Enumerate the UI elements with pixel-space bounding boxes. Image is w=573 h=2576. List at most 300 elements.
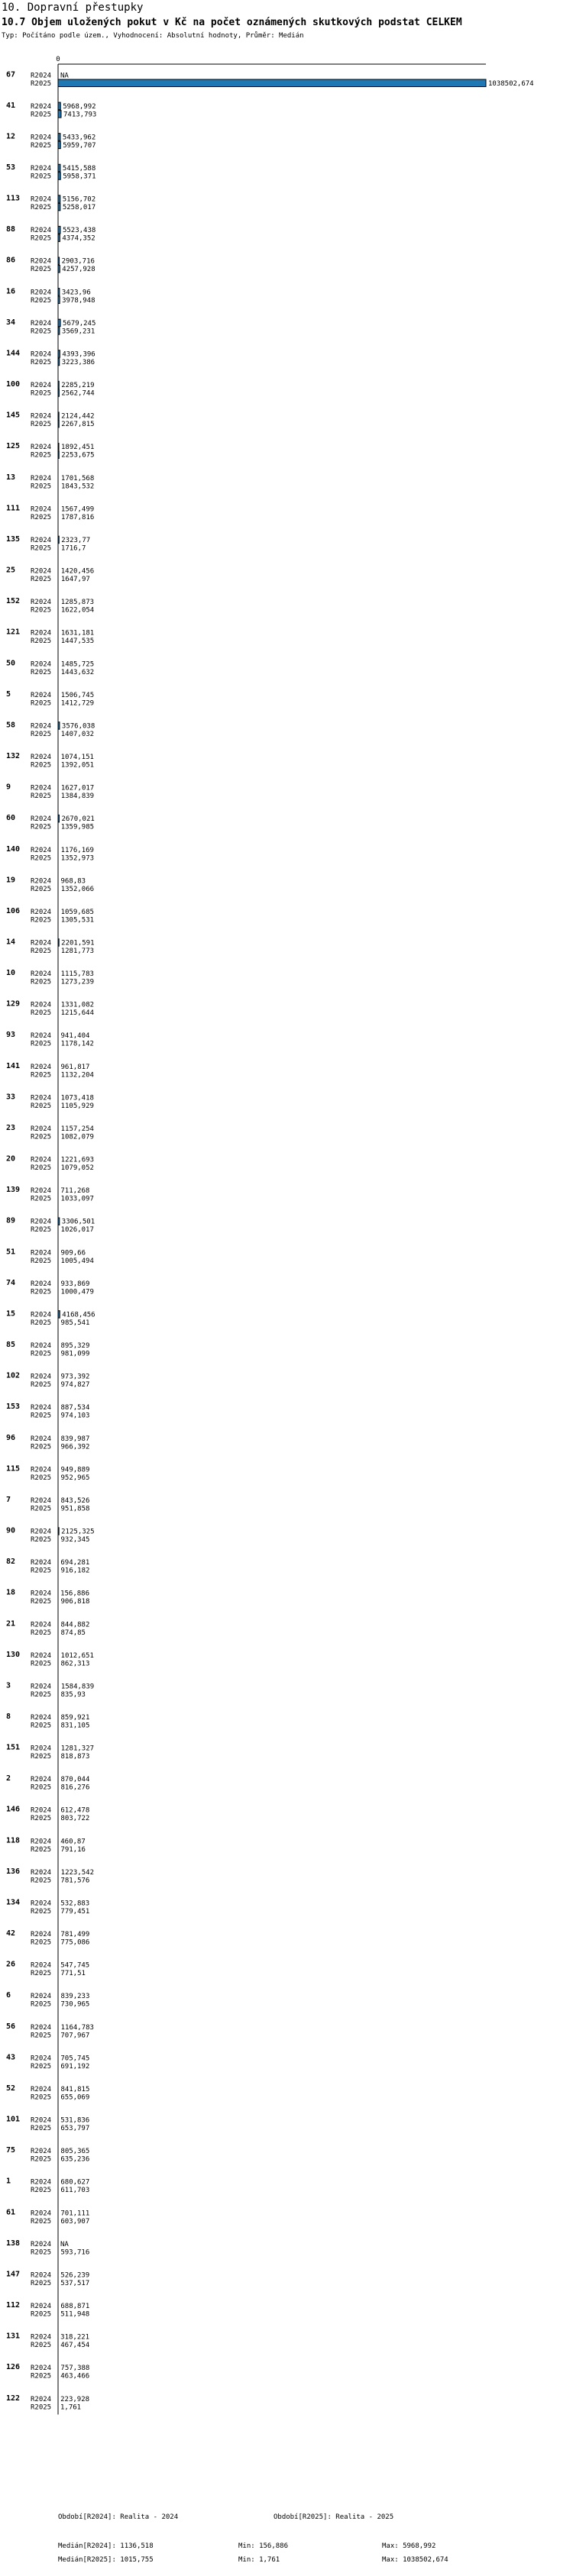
period-label-2025: R2025 <box>31 1040 52 1048</box>
value-label-2025: 3569,231 <box>61 328 96 336</box>
period-label-2024: R2024 <box>31 1590 52 1598</box>
period-label-2025: R2025 <box>31 978 52 986</box>
value-label-2024: 156,886 <box>60 1590 90 1598</box>
region-label: 132 <box>6 752 21 761</box>
value-label-2024: 5679,245 <box>63 319 96 328</box>
value-label-2024: 1331,082 <box>60 1001 95 1009</box>
period-label-2025: R2025 <box>31 1845 52 1854</box>
value-label-2025: 537,517 <box>60 2279 90 2287</box>
bar-2025 <box>58 328 60 335</box>
period-label-2025: R2025 <box>31 358 52 366</box>
value-label-2025: 730,965 <box>60 2000 90 2009</box>
period-label-2024: R2024 <box>31 1280 52 1288</box>
period-label-2024: R2024 <box>31 1776 52 1784</box>
value-label-2024: 1892,451 <box>61 444 95 452</box>
period-label-2024: R2024 <box>31 2116 52 2125</box>
value-label-2025: 611,703 <box>60 2187 90 2195</box>
value-label-2024: 532,883 <box>60 1900 90 1908</box>
value-label-2024: 2285,219 <box>61 382 95 390</box>
bar-2024 <box>58 195 60 203</box>
period-label-2025: R2025 <box>31 2372 52 2381</box>
value-label-2024: 1073,418 <box>60 1094 94 1102</box>
period-label-2025: R2025 <box>31 2093 52 2102</box>
region-label: 153 <box>6 1403 21 1412</box>
region-label: 25 <box>6 566 16 575</box>
bar-2024 <box>58 1311 60 1319</box>
period-label-2024: R2024 <box>31 970 52 979</box>
value-label-2024: 757,388 <box>60 2365 90 2373</box>
period-label-2024: R2024 <box>31 2023 52 2032</box>
region-label: 1 <box>6 2177 11 2186</box>
value-label-2024: 1115,783 <box>60 970 94 979</box>
period-label-2025: R2025 <box>31 576 52 584</box>
period-label-2024: R2024 <box>31 908 52 916</box>
value-label-2025: 3223,386 <box>61 358 96 366</box>
region-label: 9 <box>6 783 11 792</box>
region-label: 146 <box>6 1805 21 1814</box>
region-label: 42 <box>6 1929 16 1938</box>
value-label-2024: 1176,169 <box>60 846 94 854</box>
period-label-2025: R2025 <box>31 1009 52 1018</box>
period-label-2024: R2024 <box>31 1218 52 1226</box>
value-label-2025: 1647,97 <box>60 576 90 584</box>
period-label-2024: R2024 <box>31 1342 52 1351</box>
value-label-2024: 961,817 <box>60 1063 90 1071</box>
value-label-2024: 839,987 <box>60 1435 90 1443</box>
period-label-2024: R2024 <box>31 567 52 576</box>
period-label-2025: R2025 <box>31 1938 52 1947</box>
region-label: 13 <box>6 473 16 482</box>
value-label-2025: 1105,929 <box>60 1102 94 1110</box>
period-label-2025: R2025 <box>31 2310 52 2319</box>
period-label-2024: R2024 <box>31 815 52 824</box>
period-label-2025: R2025 <box>31 1381 52 1390</box>
period-label-2025: R2025 <box>31 2403 52 2412</box>
period-label-2025: R2025 <box>31 389 52 398</box>
value-label-2024: 1631,181 <box>60 629 95 638</box>
period-label-2025: R2025 <box>31 1567 52 1575</box>
region-label: 118 <box>6 1836 21 1845</box>
value-label-2025: 1215,644 <box>60 1009 95 1018</box>
region-label: 135 <box>6 534 21 544</box>
period-label-2024: R2024 <box>31 134 52 142</box>
period-label-2025: R2025 <box>31 2125 52 2133</box>
region-label: 67 <box>6 70 16 79</box>
chart-title: 10.7 Objem uložených pokut v Kč na počet oznámených skutkových podstat CELKEM <box>2 17 462 28</box>
period-label-2025: R2025 <box>31 1195 52 1203</box>
period-label-2025: R2025 <box>31 513 52 521</box>
value-label-2025: 1079,052 <box>60 1164 94 1173</box>
period-label-2024: R2024 <box>31 691 52 699</box>
value-label-2025: 2562,744 <box>61 389 95 398</box>
period-label-2025: R2025 <box>31 2032 52 2040</box>
period-label-2025: R2025 <box>31 1877 52 1885</box>
value-label-2024: 859,921 <box>60 1713 90 1722</box>
bar-2025 <box>58 389 59 397</box>
period-label-2025: R2025 <box>31 606 52 615</box>
value-label-2025: 4257,928 <box>62 266 96 274</box>
value-label-2024: 805,365 <box>60 2148 90 2156</box>
value-label-2025: 1005,494 <box>60 1257 94 1265</box>
period-label-2024: R2024 <box>31 1094 52 1102</box>
period-label-2024: R2024 <box>31 2085 52 2093</box>
period-label-2024: R2024 <box>31 2271 52 2280</box>
period-label-2025: R2025 <box>31 1474 52 1482</box>
value-label-2024: 4393,396 <box>62 350 96 359</box>
region-label: 88 <box>6 225 16 234</box>
region-label: 89 <box>6 1216 16 1225</box>
value-label-2025: 835,93 <box>60 1690 86 1699</box>
bar-2025 <box>58 420 59 428</box>
region-label: 52 <box>6 2084 16 2093</box>
period-label-2025: R2025 <box>31 2217 52 2226</box>
region-label: 61 <box>6 2208 16 2217</box>
period-label-2024: R2024 <box>31 195 52 204</box>
period-label-2025: R2025 <box>31 141 52 150</box>
bar-2024 <box>58 536 59 544</box>
period-label-2024: R2024 <box>31 1900 52 1908</box>
value-label-2024: 5156,702 <box>62 195 96 204</box>
period-label-2024: R2024 <box>31 1683 52 1691</box>
value-label-2025: 974,827 <box>60 1381 90 1390</box>
max-2024: Max: 5968,992 <box>382 2542 436 2550</box>
period-label-2025: R2025 <box>31 1071 52 1080</box>
period-label-2025: R2025 <box>31 947 52 955</box>
value-label-2025: 1,761 <box>60 2403 82 2412</box>
period-label-2025: R2025 <box>31 1536 52 1545</box>
period-label-2025: R2025 <box>31 1907 52 1916</box>
value-label-2024: 460,87 <box>60 1838 86 1846</box>
value-label-2025: 1305,531 <box>60 916 95 925</box>
period-label-2025: R2025 <box>31 2248 52 2257</box>
value-label-2025: 4374,352 <box>62 234 96 243</box>
region-label: 130 <box>6 1650 21 1659</box>
value-label-2024: 2323,77 <box>61 536 91 544</box>
bar-2024 <box>58 102 60 110</box>
period-label-2024: R2024 <box>31 1435 52 1443</box>
value-label-2025: 635,236 <box>60 2155 90 2164</box>
value-label-2025: 771,51 <box>60 1970 86 1978</box>
value-label-2025: 874,85 <box>60 1629 86 1637</box>
value-label-2024: 701,111 <box>60 2210 90 2218</box>
period-label-2025: R2025 <box>31 173 52 181</box>
period-label-2025: R2025 <box>31 2062 52 2071</box>
bar-2025 <box>58 173 60 180</box>
period-label-2025: R2025 <box>31 234 52 243</box>
period-label-2025: R2025 <box>31 483 52 491</box>
period-label-2025: R2025 <box>31 638 52 646</box>
period-label-2024: R2024 <box>31 505 52 514</box>
bar-2024 <box>58 350 60 358</box>
region-label: 152 <box>6 597 21 606</box>
period-label-2024: R2024 <box>31 1806 52 1815</box>
value-label-2024: 1059,685 <box>60 908 94 916</box>
period-label-2025: R2025 <box>31 1970 52 1978</box>
bar-2024 <box>58 722 60 730</box>
value-label-2025: 653,797 <box>60 2125 90 2133</box>
period-label-2024: R2024 <box>31 474 52 483</box>
region-label: 12 <box>6 132 16 141</box>
region-label: 113 <box>6 194 21 203</box>
region-label: 129 <box>6 999 21 1009</box>
period-label-2024: R2024 <box>31 350 52 359</box>
period-label-2024: R2024 <box>31 754 52 762</box>
value-label-2024: 3423,96 <box>61 289 91 297</box>
value-label-2025: 603,907 <box>60 2217 90 2226</box>
region-label: 56 <box>6 2022 16 2031</box>
region-label: 8 <box>6 1712 11 1721</box>
legend-period-2025: Období[R2025]: Realita - 2025 <box>274 2513 394 2521</box>
period-label-2025: R2025 <box>31 544 52 553</box>
period-label-2025: R2025 <box>31 1257 52 1265</box>
period-label-2025: R2025 <box>31 885 52 893</box>
region-label: 58 <box>6 721 16 730</box>
period-label-2024: R2024 <box>31 536 52 544</box>
value-label-2025: 707,967 <box>60 2032 90 2040</box>
period-label-2024: R2024 <box>31 2395 52 2403</box>
value-label-2024: 2124,442 <box>61 412 95 421</box>
period-label-2024: R2024 <box>31 2178 52 2187</box>
region-label: 15 <box>6 1309 16 1319</box>
value-label-2025: 1082,079 <box>60 1133 94 1141</box>
region-label: 90 <box>6 1526 16 1535</box>
value-label-2025: 3978,948 <box>62 296 96 305</box>
period-label-2025: R2025 <box>31 730 52 738</box>
value-label-2025: 1447,535 <box>60 638 95 646</box>
value-label-2024: NA <box>60 2240 69 2248</box>
value-label-2024: 3576,038 <box>61 722 96 731</box>
region-label: 20 <box>6 1154 16 1164</box>
min-2024: Min: 156,886 <box>238 2542 289 2550</box>
period-label-2024: R2024 <box>31 1868 52 1877</box>
value-label-2025: 1384,839 <box>60 792 95 801</box>
period-label-2024: R2024 <box>31 257 52 266</box>
region-label: 140 <box>6 844 21 854</box>
value-label-2025: 1352,973 <box>60 854 95 863</box>
value-label-2024: 844,882 <box>60 1621 90 1629</box>
value-label-2025: 1443,632 <box>60 668 95 676</box>
value-label-2025: 952,965 <box>60 1474 90 1482</box>
period-label-2024: R2024 <box>31 1001 52 1009</box>
region-label: 43 <box>6 2053 16 2062</box>
period-label-2025: R2025 <box>31 1350 52 1358</box>
period-label-2024: R2024 <box>31 877 52 886</box>
region-label: 138 <box>6 2239 21 2248</box>
value-label-2024: 526,239 <box>60 2271 90 2280</box>
period-label-2024: R2024 <box>31 1404 52 1412</box>
value-label-2025: 5958,371 <box>63 173 96 181</box>
bar-2025 <box>58 234 60 242</box>
period-label-2025: R2025 <box>31 1133 52 1141</box>
value-label-2025: 1281,773 <box>60 947 95 955</box>
period-label-2024: R2024 <box>31 1125 52 1133</box>
value-label-2025: 1038502,674 <box>488 79 534 88</box>
value-label-2025: 1132,204 <box>60 1071 94 1080</box>
period-label-2025: R2025 <box>31 1629 52 1637</box>
period-label-2025: R2025 <box>31 1690 52 1699</box>
period-label-2024: R2024 <box>31 2365 52 2373</box>
bar-2025 <box>58 451 59 459</box>
period-label-2024: R2024 <box>31 599 52 607</box>
bar-2024 <box>58 412 59 420</box>
period-label-2024: R2024 <box>31 1156 52 1164</box>
period-label-2025: R2025 <box>31 421 52 429</box>
value-label-2025: 511,948 <box>60 2310 90 2319</box>
period-label-2024: R2024 <box>31 1311 52 1319</box>
value-label-2024: 1627,017 <box>60 784 95 792</box>
value-label-2024: 933,869 <box>60 1280 90 1288</box>
region-label: 75 <box>6 2146 16 2155</box>
value-label-2025: 1033,097 <box>60 1195 94 1203</box>
period-label-2024: R2024 <box>31 1651 52 1660</box>
value-label-2024: 895,329 <box>60 1342 90 1351</box>
period-label-2025: R2025 <box>31 668 52 676</box>
value-label-2025: 7413,793 <box>63 111 97 119</box>
value-label-2025: 781,576 <box>60 1877 90 1885</box>
period-label-2025: R2025 <box>31 699 52 708</box>
value-label-2025: 818,873 <box>60 1753 90 1761</box>
value-label-2024: 1584,839 <box>60 1683 95 1691</box>
region-label: 131 <box>6 2332 21 2341</box>
region-label: 136 <box>6 1867 21 1876</box>
region-label: 74 <box>6 1278 16 1287</box>
period-label-2025: R2025 <box>31 1102 52 1110</box>
value-label-2025: 2267,815 <box>61 421 95 429</box>
period-label-2024: R2024 <box>31 846 52 854</box>
value-label-2024: 1285,873 <box>60 599 95 607</box>
value-label-2024: 680,627 <box>60 2178 90 2187</box>
period-label-2024: R2024 <box>31 1838 52 1846</box>
min-2025: Min: 1,761 <box>238 2556 280 2564</box>
region-label: 51 <box>6 1248 16 1257</box>
region-label: 139 <box>6 1186 21 1195</box>
region-label: 86 <box>6 256 16 265</box>
period-label-2025: R2025 <box>31 2187 52 2195</box>
region-label: 18 <box>6 1588 16 1597</box>
period-label-2025: R2025 <box>31 1660 52 1668</box>
value-label-2024: 887,534 <box>60 1404 90 1412</box>
value-label-2024: 705,745 <box>60 2055 90 2063</box>
bar-2025 <box>58 203 60 211</box>
period-label-2024: R2024 <box>31 1961 52 1970</box>
value-label-2025: 1392,051 <box>60 761 95 770</box>
period-label-2024: R2024 <box>31 1032 52 1041</box>
bar-2024 <box>58 319 60 327</box>
value-label-2024: 1567,499 <box>60 505 95 514</box>
region-label: 19 <box>6 876 16 885</box>
region-label: 102 <box>6 1371 21 1380</box>
value-label-2024: 1074,151 <box>60 754 94 762</box>
value-label-2025: 1716,7 <box>60 544 86 553</box>
period-label-2025: R2025 <box>31 296 52 305</box>
value-label-2024: 711,268 <box>60 1187 90 1196</box>
value-label-2025: 981,099 <box>60 1350 90 1358</box>
period-label-2024: R2024 <box>31 784 52 792</box>
region-label: 6 <box>6 1991 11 2000</box>
value-label-2025: 1026,017 <box>60 1226 94 1235</box>
period-label-2025: R2025 <box>31 854 52 863</box>
period-label-2025: R2025 <box>31 328 52 336</box>
period-label-2024: R2024 <box>31 629 52 638</box>
value-label-2024: 1223,542 <box>60 1868 95 1877</box>
bar-2025 <box>58 141 60 149</box>
value-label-2025: 974,103 <box>60 1412 90 1420</box>
region-label: 41 <box>6 101 16 110</box>
value-label-2024: 3306,501 <box>61 1218 96 1226</box>
value-label-2024: 841,815 <box>60 2085 90 2093</box>
value-label-2024: 1506,745 <box>60 691 95 699</box>
period-label-2025: R2025 <box>31 792 52 801</box>
value-label-2025: 5258,017 <box>62 204 96 212</box>
value-label-2024: 318,221 <box>60 2333 90 2342</box>
value-label-2024: 870,044 <box>60 1776 90 1784</box>
period-label-2024: R2024 <box>31 1373 52 1381</box>
value-label-2024: 2201,591 <box>61 939 95 947</box>
region-label: 106 <box>6 906 21 915</box>
region-label: 34 <box>6 318 16 327</box>
page-title: 10. Dopravní přestupky <box>2 2 144 14</box>
period-label-2025: R2025 <box>31 2155 52 2164</box>
region-label: 2 <box>6 1774 11 1784</box>
period-label-2024: R2024 <box>31 1187 52 1196</box>
chart-subtitle: Typ: Počítáno podle územ., Vyhodnocení: Absolutní hodnoty, Průměr: Medián <box>2 32 304 40</box>
region-label: 3 <box>6 1681 11 1690</box>
bar-2025 <box>58 358 60 366</box>
value-label-2024: 5415,588 <box>62 164 96 173</box>
value-label-2025: 951,858 <box>60 1505 90 1513</box>
bar-2024 <box>58 289 60 296</box>
value-label-2024: 843,526 <box>60 1496 90 1505</box>
period-label-2024: R2024 <box>31 1745 52 1753</box>
period-label-2024: R2024 <box>31 164 52 173</box>
bar-2025 <box>58 111 61 118</box>
region-label: 10 <box>6 969 16 978</box>
region-label: 101 <box>6 2115 21 2124</box>
region-label: 7 <box>6 1495 11 1504</box>
value-label-2024: 2670,021 <box>61 815 95 824</box>
region-label: 100 <box>6 380 21 389</box>
region-label: 145 <box>6 411 21 420</box>
value-label-2025: 816,276 <box>60 1784 90 1792</box>
value-label-2024: 781,499 <box>60 1931 90 1939</box>
region-label: 151 <box>6 1743 21 1752</box>
axis-zero-label: 0 <box>56 56 60 63</box>
value-label-2024: 1157,254 <box>60 1125 94 1133</box>
value-label-2024: 547,745 <box>60 1961 90 1970</box>
bar-2024 <box>58 815 59 822</box>
value-label-2025: 1622,054 <box>60 606 95 615</box>
value-label-2024: 5968,992 <box>63 102 96 111</box>
value-label-2025: 906,818 <box>60 1598 90 1606</box>
region-label: 96 <box>6 1433 16 1442</box>
value-label-2024: 4168,456 <box>62 1311 96 1319</box>
period-label-2024: R2024 <box>31 1931 52 1939</box>
period-label-2025: R2025 <box>31 1722 52 1730</box>
period-label-2024: R2024 <box>31 72 52 80</box>
period-label-2024: R2024 <box>31 1993 52 2001</box>
period-label-2024: R2024 <box>31 102 52 111</box>
bar-2024 <box>58 381 59 389</box>
value-label-2025: 831,105 <box>60 1722 90 1730</box>
region-label: 85 <box>6 1341 16 1350</box>
value-label-2024: 612,478 <box>60 1806 90 1815</box>
value-label-2025: 932,345 <box>60 1536 90 1545</box>
value-label-2025: 862,313 <box>60 1660 90 1668</box>
value-label-2025: 1407,032 <box>60 730 95 738</box>
value-label-2025: 467,454 <box>60 2342 90 2350</box>
value-label-2025: 1352,066 <box>60 885 95 893</box>
period-label-2025: R2025 <box>31 79 52 88</box>
